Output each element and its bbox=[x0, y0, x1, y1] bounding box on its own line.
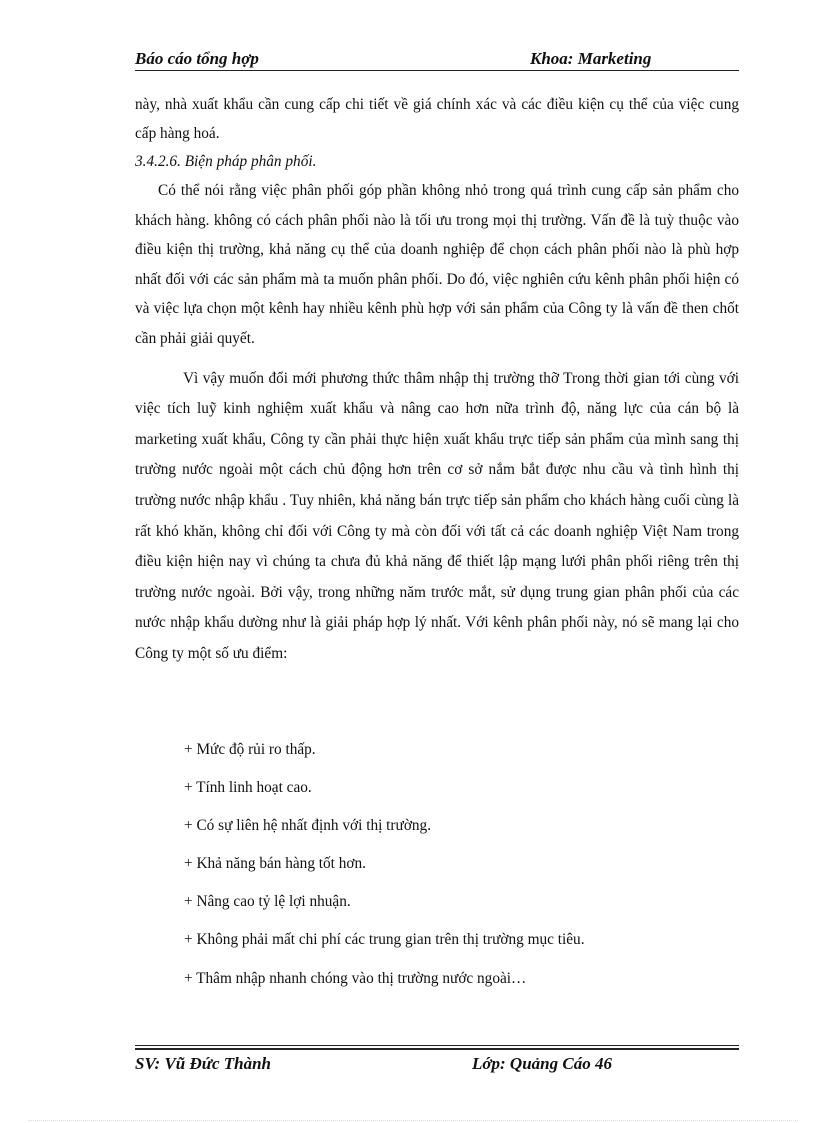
page-header bbox=[135, 48, 739, 72]
advantages-list bbox=[184, 736, 724, 1003]
header-rule bbox=[135, 70, 739, 71]
page-footer bbox=[135, 1045, 739, 1081]
footer-rule-thin bbox=[135, 1045, 739, 1046]
list-item: + Thâm nhập nhanh chóng vào thị trường nước ngoài… bbox=[184, 969, 527, 987]
header-faculty: Khoa: Marketing bbox=[530, 49, 652, 68]
list-item: + Tính linh hoạt cao. bbox=[184, 779, 312, 797]
list-item: + Không phải mất chi phí các trung gian trên thị trường mục tiêu. bbox=[184, 931, 585, 949]
list-item: + Nâng cao tỷ lệ lợi nhuận. bbox=[184, 893, 351, 911]
footer-rule-thick bbox=[135, 1048, 739, 1050]
list-item: + Mức độ rủi ro thấp. bbox=[184, 741, 316, 758]
page-bottom-edge bbox=[28, 1120, 798, 1121]
header-report-title: Báo cáo tổng hợp bbox=[135, 49, 259, 68]
list-item: + Có sự liên hệ nhất định với thị trường. bbox=[184, 817, 432, 835]
page-body bbox=[135, 90, 739, 670]
footer-class-name: Lớp: Quảng Cáo 46 bbox=[472, 1054, 612, 1073]
list-item: + Khả năng bán hàng tốt hơn. bbox=[184, 855, 366, 873]
distribution-paragraph: Có thể nói rằng việc phân phối góp phần không nhỏ trong quá trình cung cấp sản phẩm cho khách hàng. không có cách phân phối nào là tối ưu trong mọi thị trường. Vấn đề là tuỳ thuộc vào điều kiện thị trường, khả năng cụ thể của doanh nghiệp để chọn cách phân phối nào là phù hợp nhất đối với các sản phẩm mà ta muốn phân phối. Do đó, việc nghiên cứu kênh phân phối hiện có và việc lựa chọn một kênh hay nhiều kênh phù hợp với sản phẩm của Công ty là vấn đề then chốt cần phải giải quyết. bbox=[135, 182, 739, 347]
footer-student-name: SV: Vũ Đức Thành bbox=[135, 1054, 271, 1073]
intro-paragraph: này, nhà xuất khẩu cần cung cấp chi tiết về giá chính xác và các điều kiện cụ thể của việc cung cấp hàng hoá. bbox=[135, 96, 739, 142]
strategy-paragraph: Vì vậy muốn đổi mới phương thức thâm nhập thị trường thỡ Trong thời gian tới cùng với việc tích luỹ kinh nghiệm xuất khẩu và nâng cao hơn nữa trình độ, năng lực của cán bộ là marketing xuất khẩu, Công ty cần phải thực hiện xuất khẩu trực tiếp sản phẩm của mình sang thị trường nước ngoài một cách chủ động hơn trên cơ sở nắm bắt được nhu cầu và tình hình thị trường nước nhập khẩu . Tuy nhiên, khả năng bán trực tiếp sản phẩm cho khách hàng cuối cùng là rất khó khăn, không chỉ đối với Công ty mà còn đối với tất cả các doanh nghiệp Việt Nam trong điều kiện hiện nay vì chúng ta chưa đủ khả năng để thiết lập mạng lưới phân phối riêng trên thị trường nước ngoài. Bởi vậy, trong những năm trước mắt, sử dụng trung gian phân phối của các nước nhập khẩu dường như là giải pháp hợp lý nhất. Với kênh phân phối này, nó sẽ mang lại cho Công ty một số ưu điểm: bbox=[135, 369, 739, 662]
section-heading: 3.4.2.6. Biện pháp phân phối. bbox=[135, 153, 317, 170]
